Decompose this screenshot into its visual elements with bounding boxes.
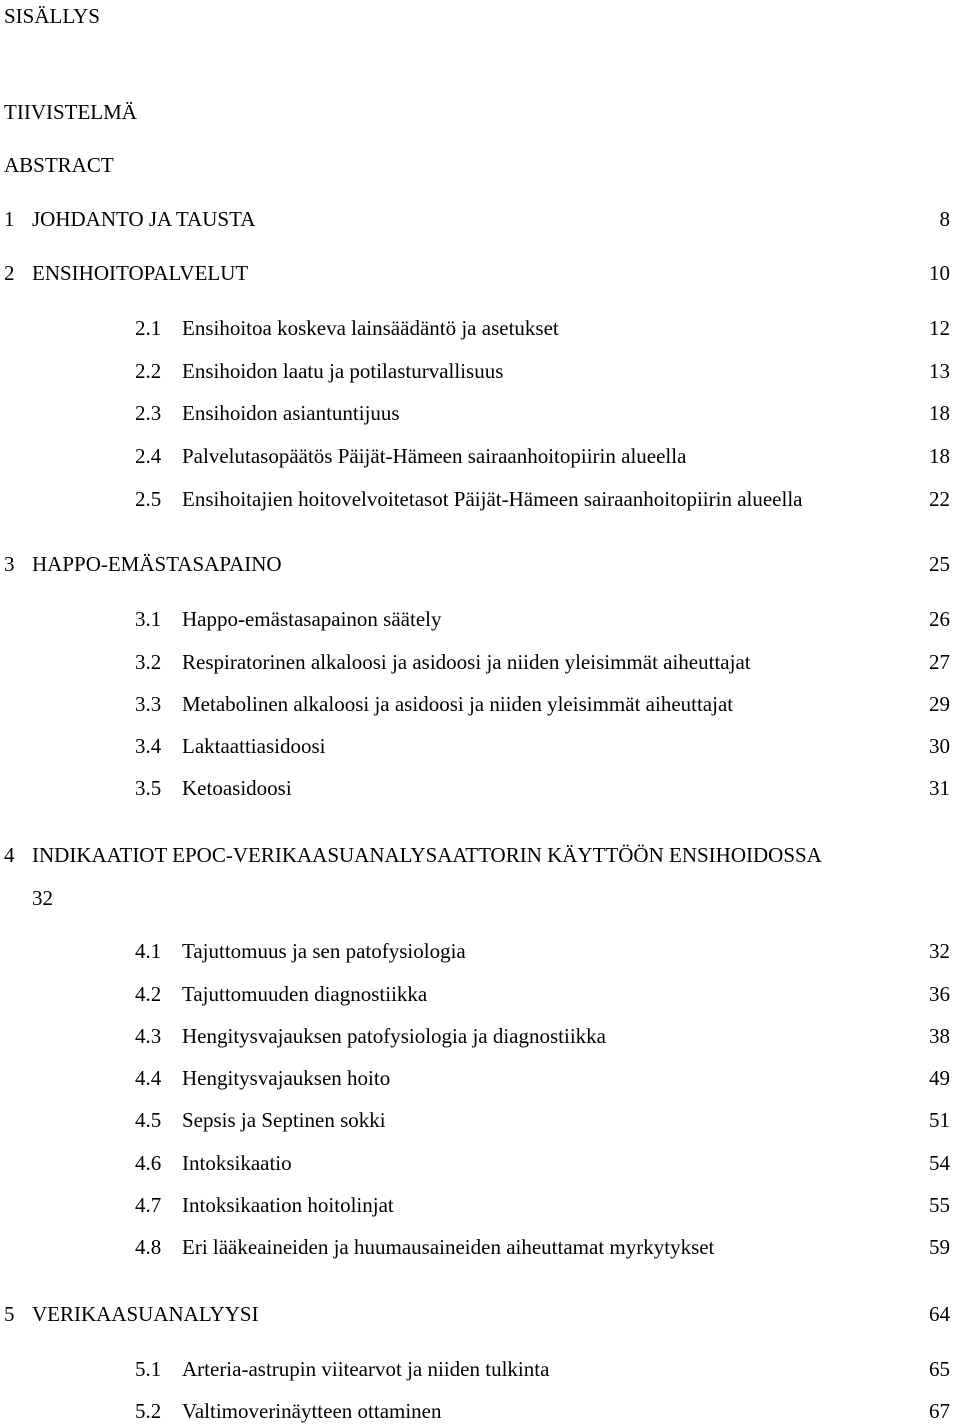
toc-entry-page: 22 xyxy=(929,487,950,511)
toc-entry[interactable] xyxy=(0,209,960,235)
toc-entry-number: 4.6 xyxy=(135,1151,162,1175)
toc-entry-title: Arteria-astrupin viitearvot ja niiden tulkinta xyxy=(182,1357,550,1381)
toc-entry-number: 4.4 xyxy=(135,1066,162,1090)
toc-entry-page: 30 xyxy=(929,734,950,758)
toc-entry-page: 8 xyxy=(939,207,950,231)
toc-entry[interactable] xyxy=(0,694,960,720)
toc-entry-page: 27 xyxy=(929,650,950,674)
toc-entry-title: Intoksikaatio xyxy=(182,1151,292,1175)
toc-entry-page: 26 xyxy=(929,607,950,631)
toc-entry-page: 65 xyxy=(929,1357,950,1381)
toc-entry-title: HAPPO-EMÄSTASAPAINO xyxy=(32,552,282,576)
toc-entry-number: 4.5 xyxy=(135,1108,162,1132)
toc-entry-number: 2.2 xyxy=(135,359,162,383)
toc-entry-title: INDIKAATIOT EPOC-VERIKAASUANALYSAATTORIN KÄYTTÖÖN ENSIHOIDOSSA xyxy=(32,843,822,867)
toc-entry-number: 3 xyxy=(4,552,15,576)
toc-entry-number: 1 xyxy=(4,207,15,231)
toc-entry-title: Happo-emästasapainon säätely xyxy=(182,607,442,631)
toc-entry-title: Ensihoitajien hoitovelvoitetasot Päijät-Hämeen sairaanhoitopiirin alueella xyxy=(182,487,803,511)
toc-entry-number: 4.2 xyxy=(135,982,162,1006)
toc-entry-page: 32 xyxy=(929,939,950,963)
toc-entry[interactable] xyxy=(0,1401,960,1427)
toc-entry[interactable] xyxy=(0,318,960,344)
toc-entry-number: 4.8 xyxy=(135,1235,162,1259)
toc-entry-page: 12 xyxy=(929,316,950,340)
toc-entry-title: Hengitysvajauksen patofysiologia ja diagnostiikka xyxy=(182,1024,606,1048)
toc-entry[interactable] xyxy=(0,1237,960,1263)
toc-entry-page: 49 xyxy=(929,1066,950,1090)
toc-entry[interactable] xyxy=(0,941,960,967)
toc-entry[interactable] xyxy=(0,489,960,515)
toc-entry-title: Ketoasidoosi xyxy=(182,776,292,800)
front-matter-abstract: ABSTRACT xyxy=(4,153,114,177)
toc-entry[interactable] xyxy=(0,736,960,762)
toc-entry-title: Sepsis ja Septinen sokki xyxy=(182,1108,386,1132)
toc-entry[interactable] xyxy=(0,1304,960,1330)
toc-entry-page: 59 xyxy=(929,1235,950,1259)
toc-entry-page: 25 xyxy=(929,552,950,576)
toc-entry[interactable] xyxy=(0,1110,960,1136)
toc-entry-number: 5.2 xyxy=(135,1399,162,1423)
toc-entry-number: 3.2 xyxy=(135,650,162,674)
toc-entry[interactable] xyxy=(0,609,960,635)
page-title: SISÄLLYS xyxy=(4,4,100,28)
toc-entry-number: 2 xyxy=(4,261,15,285)
toc-entry[interactable] xyxy=(0,1068,960,1094)
toc-entry-title: Tajuttomuus ja sen patofysiologia xyxy=(182,939,466,963)
toc-entry-title: Valtimoverinäytteen ottaminen xyxy=(182,1399,442,1423)
toc-entry[interactable] xyxy=(0,1153,960,1179)
toc-entry-page: 31 xyxy=(929,776,950,800)
toc-entry-page: 18 xyxy=(929,401,950,425)
toc-entry[interactable] xyxy=(0,361,960,387)
toc-entry-number: 2.3 xyxy=(135,401,162,425)
toc-entry-page: 67 xyxy=(929,1399,950,1423)
toc-entry-number: 3.1 xyxy=(135,607,162,631)
toc-entry-title: Hengitysvajauksen hoito xyxy=(182,1066,391,1090)
toc-entry-title: Palvelutasopäätös Päijät-Hämeen sairaanhoitopiirin alueella xyxy=(182,444,687,468)
toc-entry-page: 54 xyxy=(929,1151,950,1175)
toc-entry[interactable] xyxy=(0,1359,960,1385)
toc-entry-page: 13 xyxy=(929,359,950,383)
toc-entry[interactable] xyxy=(0,263,960,289)
toc-entry-page: 29 xyxy=(929,692,950,716)
toc-entry-title: Ensihoidon laatu ja potilasturvallisuus xyxy=(182,359,504,383)
toc-entry-page: 64 xyxy=(929,1302,950,1326)
toc-entry-number: 2.5 xyxy=(135,487,162,511)
toc-entry-number: 3.5 xyxy=(135,776,162,800)
front-matter-tiivistelma: TIIVISTELMÄ xyxy=(4,100,137,124)
toc-entry-page: 36 xyxy=(929,982,950,1006)
toc-entry-title: JOHDANTO JA TAUSTA xyxy=(32,207,256,231)
toc-entry[interactable] xyxy=(0,403,960,429)
toc-entry-title: Laktaattiasidoosi xyxy=(182,734,326,758)
toc-entry-title: Eri lääkeaineiden ja huumausaineiden aiheuttamat myrkytykset xyxy=(182,1235,715,1259)
toc-entry[interactable] xyxy=(0,845,960,915)
toc-entry-number: 3.3 xyxy=(135,692,162,716)
toc-entry-page: 10 xyxy=(929,261,950,285)
toc-entry[interactable] xyxy=(0,984,960,1010)
toc-entry-title: Ensihoidon asiantuntijuus xyxy=(182,401,400,425)
toc-entry-page: 51 xyxy=(929,1108,950,1132)
toc-entry[interactable] xyxy=(0,554,960,580)
toc-entry-page: 38 xyxy=(929,1024,950,1048)
toc-entry[interactable] xyxy=(0,446,960,472)
toc-entry-title: VERIKAASUANALYYSI xyxy=(32,1302,259,1326)
toc-entry[interactable] xyxy=(0,1195,960,1221)
toc-entry-number: 4 xyxy=(4,843,15,867)
toc-entry-page: 32 xyxy=(32,886,53,910)
toc-entry-title: Intoksikaation hoitolinjat xyxy=(182,1193,394,1217)
toc-entry-title: Tajuttomuuden diagnostiikka xyxy=(182,982,428,1006)
toc-entry-title: Metabolinen alkaloosi ja asidoosi ja niiden yleisimmät aiheuttajat xyxy=(182,692,734,716)
toc-entry-number: 4.7 xyxy=(135,1193,162,1217)
toc-entry[interactable] xyxy=(0,652,960,678)
toc-entry-number: 4.3 xyxy=(135,1024,162,1048)
toc-entry-number: 5.1 xyxy=(135,1357,162,1381)
toc-entry-title: ENSIHOITOPALVELUT xyxy=(32,261,249,285)
toc-entry-number: 2.1 xyxy=(135,316,162,340)
toc-entry-page: 55 xyxy=(929,1193,950,1217)
toc-entry-title: Ensihoitoa koskeva lainsäädäntö ja asetukset xyxy=(182,316,559,340)
toc-entry-number: 3.4 xyxy=(135,734,162,758)
toc-entry[interactable] xyxy=(0,778,960,804)
toc-entry-number: 4.1 xyxy=(135,939,162,963)
toc-entry-number: 2.4 xyxy=(135,444,162,468)
toc-entry[interactable] xyxy=(0,1026,960,1052)
toc-entry-title: Respiratorinen alkaloosi ja asidoosi ja niiden yleisimmät aiheuttajat xyxy=(182,650,751,674)
toc-entry-number: 5 xyxy=(4,1302,15,1326)
toc-entry-page: 18 xyxy=(929,444,950,468)
